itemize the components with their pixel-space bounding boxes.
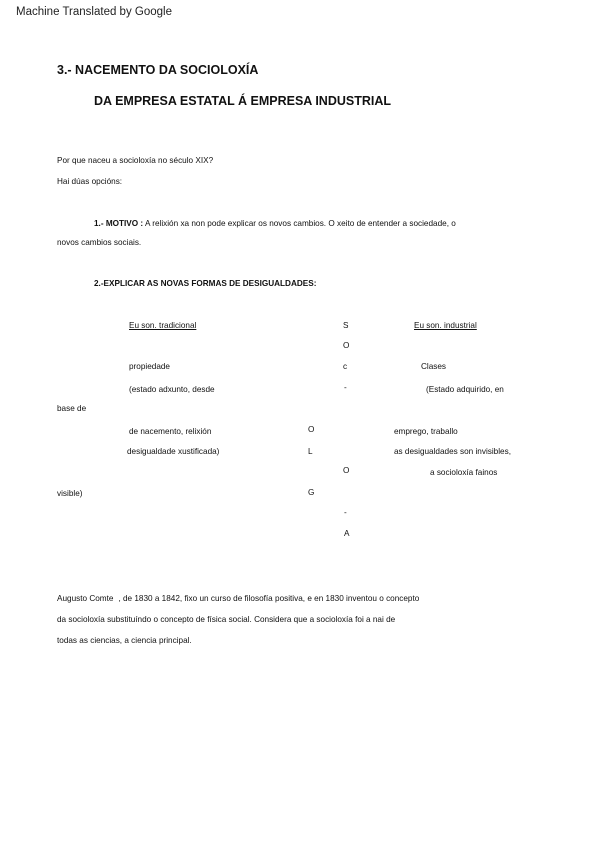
vertical-letter: c [343, 362, 348, 371]
desigualdades-heading: 2.-EXPLICAR AS NOVAS FORMAS DE DESIGUALDADES: [94, 279, 317, 288]
table-right-line: as desigualdades son invisibles, [394, 447, 511, 456]
vertical-letter: A [344, 529, 350, 538]
table-right-line: a socioloxía fainos [430, 468, 498, 477]
table-left-line: base de [57, 404, 87, 413]
table-right-line: emprego, traballo [394, 427, 458, 436]
table-left-line: de nacemento, relixión [129, 427, 212, 436]
comte-line-3: todas as ciencias, a ciencia principal. [57, 636, 192, 645]
machine-translated-banner: Machine Translated by Google [16, 6, 172, 18]
motivo-paragraph-line-1 [94, 219, 456, 228]
table-right-line: Clases [421, 362, 447, 371]
vertical-letter: - [344, 383, 347, 392]
table-left-line: desigualdade xustificada) [127, 447, 220, 456]
table-header-traditional: Eu son. tradicional [129, 321, 197, 330]
table-left-line: propiedade [129, 362, 170, 371]
vertical-letter: O [343, 341, 350, 350]
table-header-industrial: Eu son. industrial [414, 321, 477, 330]
comte-name: Augusto Comte [57, 594, 114, 603]
comte-text: , de 1830 a 1842, fixo un curso de filosofía positiva, e en 1830 inventou o concepto [118, 594, 420, 603]
motivo-paragraph-line-2: novos cambios sociais. [57, 238, 142, 247]
question-text: Por que naceu a socioloxía no século XIX? [57, 156, 214, 165]
vertical-letter: S [343, 321, 349, 330]
motivo-label: 1.- MOTIVO : [94, 219, 144, 228]
options-intro-text: Hai dúas opcións: [57, 177, 123, 186]
motivo-text: A relixión xa non pode explicar os novos cambios. O xeito de entender a sociedade, o [143, 219, 456, 228]
vertical-letter: O [343, 466, 350, 475]
table-left-line: visible) [57, 489, 83, 498]
comte-line-1 [57, 594, 419, 603]
table-right-line: (Estado adquirido, en [426, 385, 504, 394]
vertical-letter: L [308, 447, 313, 456]
vertical-letter: G [308, 488, 315, 497]
table-left-line: (estado adxunto, desde [129, 385, 215, 394]
comte-line-2: da socioloxía substituíndo o concepto de física social. Considera que a socioloxía foi a nai de [57, 615, 396, 624]
vertical-letter: - [344, 508, 347, 517]
section-heading: 3.- NACEMENTO DA SOCIOLOXÍA [57, 63, 259, 77]
section-subheading: DA EMPRESA ESTATAL Á EMPRESA INDUSTRIAL [94, 94, 392, 108]
vertical-letter: O [308, 425, 315, 434]
